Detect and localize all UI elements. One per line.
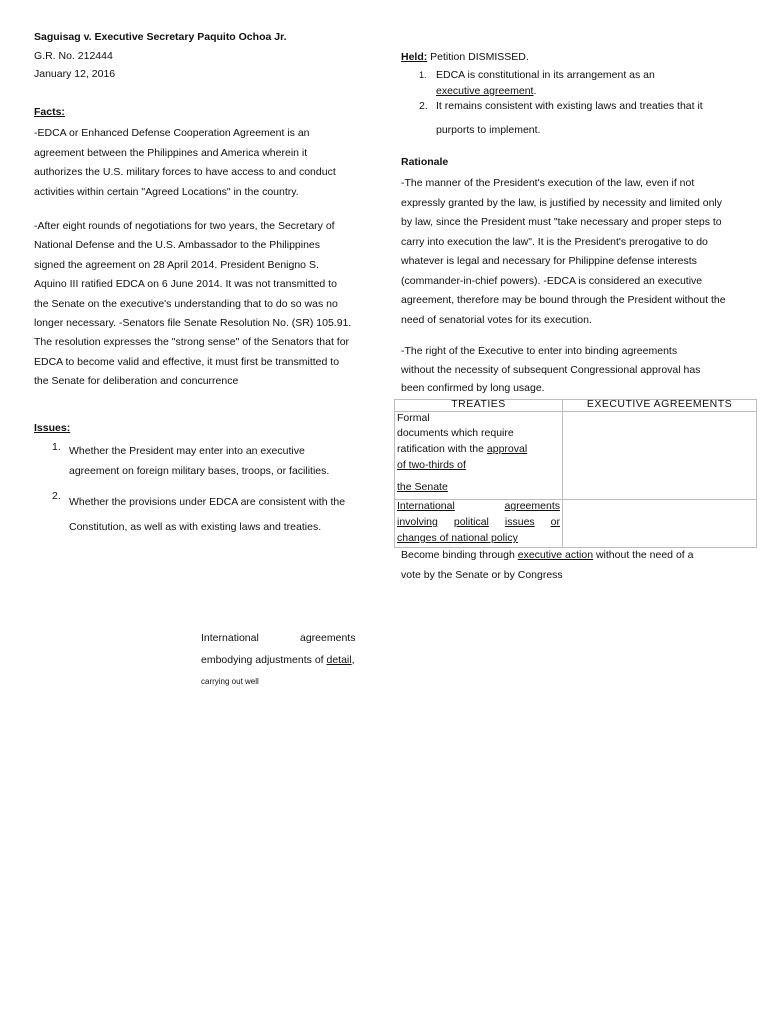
text-line: The resolution expresses the "strong sense" of the Senators that for: [34, 336, 350, 349]
table-row: [395, 412, 757, 500]
cell-line: [395, 443, 562, 459]
text-line: -The manner of the President's execution of the law, even if not: [401, 177, 695, 189]
underlined-text: approval: [486, 443, 528, 455]
text-line: carry into execution the law". It is the President's prerogative to do: [401, 235, 708, 248]
cell-line: documents which require: [397, 427, 514, 439]
text-line: (commander-in-chief powers). -EDCA is considered an executive: [401, 274, 703, 287]
text-line: Whether the provisions under EDCA are consistent with the: [69, 496, 346, 508]
text: without the need of a: [593, 549, 694, 561]
text-line: longer necessary. -Senators file Senate Resolution No. (SR) 105.91.: [34, 317, 352, 330]
text-line: activities within certain "Agreed Locations" in the country.: [34, 185, 299, 198]
text-line: Whether the President may enter into an executive: [69, 445, 305, 457]
text-line: agreement on foreign military bases, troops, or facilities.: [69, 465, 330, 477]
note-word: agreements: [300, 632, 356, 644]
table-row: [395, 500, 757, 548]
list-number: 1.: [419, 70, 427, 80]
held-text: Petition DISMISSED.: [427, 51, 529, 63]
text-line: -The right of the Executive to enter into binding agreements: [401, 345, 678, 357]
note-word: International: [201, 632, 259, 644]
underlined-text: executive action: [517, 549, 594, 561]
text-line: by law, since the President must "take necessary and proper steps to: [401, 216, 722, 228]
text-line: need of senatorial votes for its execution.: [401, 313, 592, 326]
issues-heading: Issues:: [34, 422, 71, 434]
table-cell: [563, 412, 757, 500]
case-title: Saguisag v. Executive Secretary Paquito Ochoa Jr.: [34, 31, 287, 43]
held-line: [401, 51, 529, 63]
case-number: G.R. No. 212444: [34, 50, 113, 62]
issue-text: [69, 490, 345, 540]
held-text: [436, 85, 536, 97]
text-line: -After eight rounds of negotiations for two years, the Secretary of: [34, 220, 335, 232]
word: agreements: [504, 500, 560, 512]
table-cell: [563, 500, 757, 548]
issue-text: [69, 441, 329, 481]
table-header-row: [395, 400, 757, 412]
text-line: National Defense and the U.S. Ambassador to the Philippines: [34, 239, 321, 252]
note-underlined-text: detail: [326, 654, 352, 666]
text-line: EDCA to become valid and effective, it must first be transmitted to: [34, 355, 340, 368]
column-header: EXECUTIVE AGREEMENTS: [563, 400, 757, 412]
text-line: without the necessity of subsequent Congressional approval has: [401, 363, 701, 376]
note-line: [201, 654, 355, 666]
text: Become binding through: [401, 549, 518, 561]
note-line: carrying out well: [201, 677, 259, 686]
rationale-paragraph-1: [401, 174, 726, 330]
cell-line: changes of national policy: [397, 532, 518, 544]
held-text: EDCA is constitutional in its arrangement as an: [436, 69, 655, 81]
cell-line: [395, 516, 562, 532]
text-line: been confirmed by long usage.: [401, 382, 545, 394]
facts-heading: Facts:: [34, 106, 65, 118]
word: issues: [504, 516, 535, 528]
rationale-paragraph-2: [401, 342, 700, 398]
cell-line: Formal: [397, 412, 430, 424]
note-text: ,: [351, 654, 355, 666]
text-line: the Senate for deliberation and concurrence: [34, 375, 239, 388]
table-cell: [395, 412, 563, 500]
case-date: January 12, 2016: [34, 68, 116, 80]
underlined-text: executive agreement: [436, 85, 534, 97]
list-number: 2.: [52, 490, 61, 502]
text-line: agreement between the Philippines and America wherein it: [34, 146, 308, 159]
held-label: Held:: [401, 51, 428, 63]
text-line: Aquino III ratified EDCA on 6 June 2014. It was not transmitted to: [34, 278, 337, 291]
word: or: [550, 516, 560, 528]
text: .: [533, 85, 537, 97]
text-line: expressly granted by the law, is justified by necessity and limited only: [401, 196, 722, 209]
held-text: It remains consistent with existing laws and treaties that it: [436, 100, 703, 112]
text: ratification with the: [397, 443, 487, 455]
table-cell: [395, 500, 563, 548]
cell-content: [395, 412, 562, 495]
facts-paragraph-1: [34, 124, 336, 202]
cell-line: [395, 500, 562, 516]
word: International: [397, 500, 455, 512]
text-line: agreement, therefore may be bound through the President without the: [401, 294, 726, 306]
below-table-line: [401, 549, 693, 561]
text-line: the Senate on the executive's understanding that to do so was no: [34, 297, 338, 310]
facts-paragraph-2: [34, 217, 351, 392]
rationale-heading: Rationale: [401, 156, 449, 168]
list-number: 1.: [52, 441, 61, 453]
note-text: embodying adjustments of: [201, 654, 327, 666]
treaties-vs-executive-agreements-table: [394, 399, 757, 548]
text-line: signed the agreement on 28 April 2014. President Benigno S.: [34, 258, 319, 271]
below-table-line: vote by the Senate or by Congress: [401, 569, 563, 581]
column-header: TREATIES: [395, 400, 563, 412]
word: political: [453, 516, 489, 528]
cell-line: of two-thirds of: [397, 459, 466, 471]
text-line: authorizes the U.S. military forces to have access to and conduct: [34, 166, 336, 178]
list-number: 2.: [419, 100, 428, 112]
held-text: purports to implement.: [436, 124, 541, 136]
word: involving: [397, 516, 438, 528]
cell-content: [395, 500, 562, 546]
text-line: whatever is legal and necessary for Philippine defense interests: [401, 255, 697, 267]
text-line: Constitution, as well as with existing laws and treaties.: [69, 521, 322, 533]
cell-line: the Senate: [397, 481, 448, 493]
text-line: -EDCA or Enhanced Defense Cooperation Agreement is an: [34, 127, 310, 139]
